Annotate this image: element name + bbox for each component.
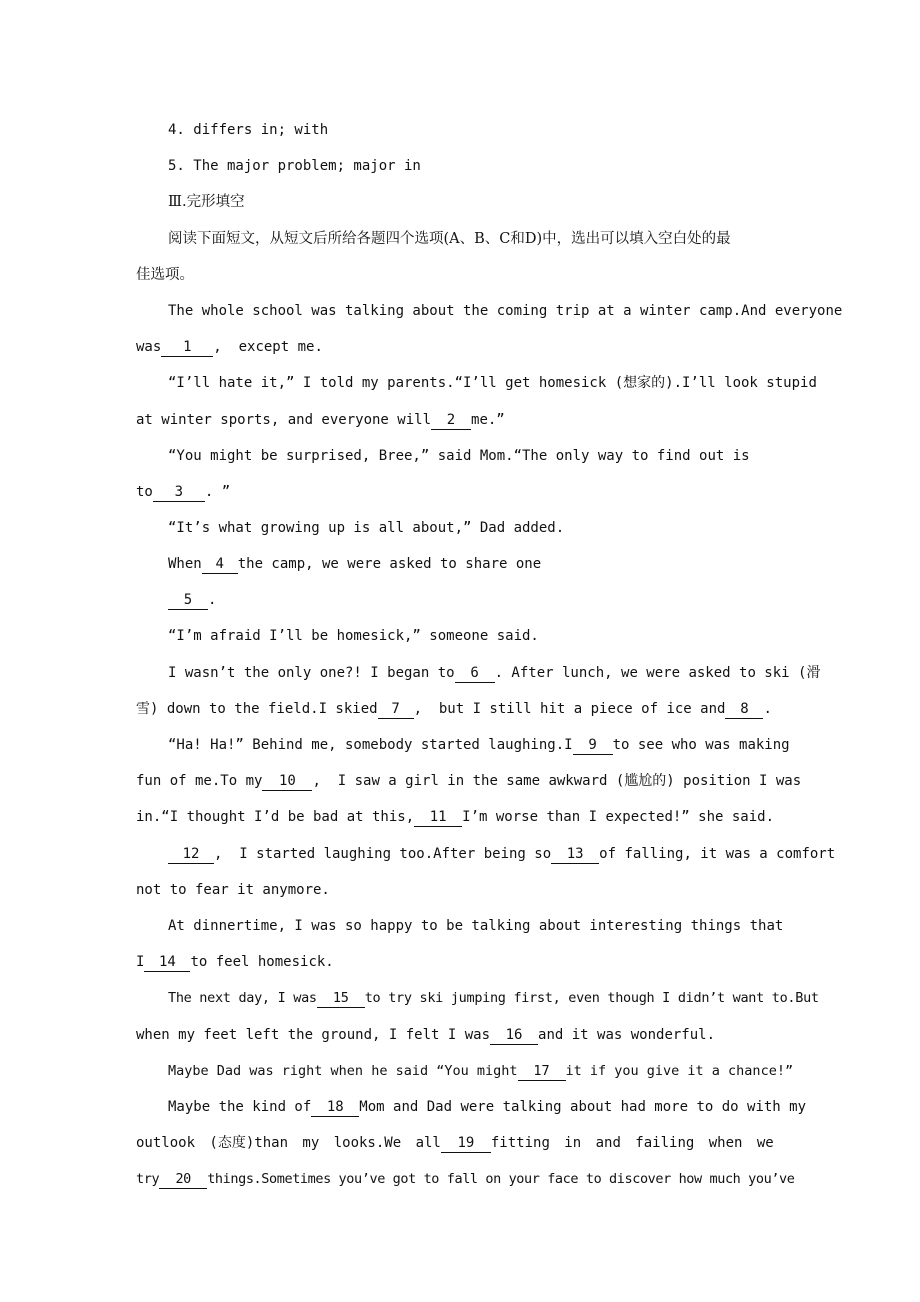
passage-line bbox=[0, 985, 920, 1011]
line-text: 雪) down to the field.I skied bbox=[136, 701, 378, 717]
line-text: Maybe the kind of bbox=[168, 1099, 312, 1115]
blank-8: 8 bbox=[725, 700, 763, 719]
blank-2: 2 bbox=[431, 411, 471, 430]
blank-16: 16 bbox=[490, 1026, 538, 1045]
line-text: 阅读下面短文，从短文后所给各题四个选项(A、B、C和D)中，选出可以填入空白处的最 bbox=[168, 231, 731, 247]
blank-17: 17 bbox=[518, 1062, 566, 1081]
line-text: Ⅲ.完形填空 bbox=[168, 194, 245, 210]
passage-line bbox=[0, 479, 920, 505]
blank-14: 14 bbox=[144, 953, 190, 972]
line-text: fun of me.To my bbox=[136, 773, 263, 789]
line-text: I wasn’t the only one?! I began to bbox=[168, 665, 455, 681]
line-text: to feel homesick. bbox=[190, 954, 334, 970]
line-text: At dinnertime, I was so happy to be talking about interesting things that bbox=[168, 918, 784, 934]
passage-line bbox=[0, 877, 920, 903]
instruction-line bbox=[0, 226, 920, 252]
blank-20: 20 bbox=[159, 1170, 207, 1189]
passage-line bbox=[0, 551, 920, 577]
line-text: to try ski jumping first, even though I didn’t want to.But bbox=[364, 990, 819, 1006]
blank-5: 5 bbox=[168, 591, 208, 610]
passage-line bbox=[0, 443, 920, 469]
line-text: 4. differs in; with bbox=[168, 122, 329, 138]
line-text: in.“I thought I’d be bad at this, bbox=[136, 809, 415, 825]
line-text: The whole school was talking about the coming trip at a winter camp.And everyone bbox=[168, 303, 843, 319]
instruction-line bbox=[0, 262, 920, 288]
passage-line bbox=[0, 732, 920, 758]
blank-18: 18 bbox=[311, 1098, 359, 1117]
blank-7: 7 bbox=[378, 700, 414, 719]
line-text: “Ha! Ha!” Behind me, somebody started laughing.I bbox=[168, 737, 573, 753]
passage-line bbox=[0, 1094, 920, 1120]
line-text: at winter sports, and everyone will bbox=[136, 412, 432, 428]
blank-4: 4 bbox=[202, 555, 238, 574]
passage-line bbox=[0, 623, 920, 649]
passage-line bbox=[0, 660, 920, 686]
passage-line bbox=[0, 370, 920, 396]
line-text: “I’ll hate it,” I told my parents.“I’ll get homesick (想家的).I’ll look stupid bbox=[168, 375, 817, 391]
line-text: . bbox=[763, 701, 772, 717]
line-text: of falling, it was a comfort bbox=[599, 846, 836, 862]
line-text: outlook (态度)than my looks.We all bbox=[136, 1135, 441, 1151]
passage-line bbox=[0, 298, 920, 324]
line-text: , but I still hit a piece of ice and bbox=[413, 701, 726, 717]
blank-9: 9 bbox=[573, 736, 613, 755]
line-text: . After lunch, we were asked to ski (滑 bbox=[494, 665, 821, 681]
passage-line bbox=[0, 1166, 920, 1192]
line-text: When bbox=[168, 556, 202, 572]
line-text: I bbox=[136, 954, 145, 970]
line-text: . bbox=[208, 592, 217, 608]
blank-11: 11 bbox=[414, 808, 462, 827]
blank-15: 15 bbox=[317, 989, 365, 1008]
blank-1: 1 bbox=[161, 338, 213, 357]
blank-19: 19 bbox=[441, 1134, 491, 1153]
line-text: it if you give it a chance!” bbox=[565, 1063, 794, 1079]
blank-13: 13 bbox=[551, 845, 599, 864]
line-text: to bbox=[136, 484, 153, 500]
line-text: things.Sometimes you’ve got to fall on your face to discover how much you’ve bbox=[207, 1171, 795, 1187]
line-text: “It’s what growing up is all about,” Dad added. bbox=[168, 520, 565, 536]
line-text: I’m worse than I expected!” she said. bbox=[462, 809, 775, 825]
line-text: , I saw a girl in the same awkward (尴尬的) position I was bbox=[312, 773, 802, 789]
line-text: when my feet left the ground, I felt I was bbox=[136, 1027, 491, 1043]
passage-line bbox=[0, 407, 920, 433]
passage-line bbox=[0, 1130, 920, 1156]
blank-6: 6 bbox=[455, 664, 495, 683]
line-text: “You might be surprised, Bree,” said Mom.“The only way to find out is bbox=[168, 448, 750, 464]
passage-line bbox=[0, 334, 920, 360]
passage-line bbox=[0, 515, 920, 541]
answer-line-5 bbox=[0, 153, 920, 179]
passage-line bbox=[0, 768, 920, 794]
line-text: and it was wonderful. bbox=[538, 1027, 716, 1043]
passage-line bbox=[0, 696, 920, 722]
line-text: Maybe Dad was right when he said “You might bbox=[168, 1063, 518, 1079]
line-text: the camp, we were asked to share one bbox=[237, 556, 542, 572]
line-text: 5. The major problem; major in bbox=[168, 158, 421, 174]
line-text: “I’m afraid I’ll be homesick,” someone said. bbox=[168, 628, 539, 644]
passage-line bbox=[0, 804, 920, 830]
passage-line bbox=[0, 913, 920, 939]
passage-line bbox=[0, 841, 920, 867]
line-text: was bbox=[136, 339, 162, 355]
line-text: , except me. bbox=[213, 339, 323, 355]
blank-10: 10 bbox=[262, 772, 312, 791]
passage-line bbox=[0, 949, 920, 975]
blank-12: 12 bbox=[168, 845, 214, 864]
blank-3: 3 bbox=[153, 483, 205, 502]
line-text: , I started laughing too.After being so bbox=[214, 846, 552, 862]
passage-line bbox=[0, 1058, 920, 1084]
line-text: fitting in and failing when we bbox=[490, 1135, 774, 1151]
line-text: . ” bbox=[204, 484, 231, 500]
answer-line-4 bbox=[0, 117, 920, 143]
line-text: The next day, I was bbox=[168, 990, 317, 1006]
passage-line bbox=[0, 1022, 920, 1048]
line-text: not to fear it anymore. bbox=[136, 882, 330, 898]
section-heading bbox=[0, 189, 920, 215]
line-text: 佳选项。 bbox=[136, 267, 194, 283]
passage-line bbox=[0, 587, 920, 613]
line-text: try bbox=[136, 1171, 160, 1187]
line-text: Mom and Dad were talking about had more to do with my bbox=[359, 1099, 807, 1115]
line-text: me.” bbox=[471, 412, 505, 428]
line-text: to see who was making bbox=[612, 737, 790, 753]
